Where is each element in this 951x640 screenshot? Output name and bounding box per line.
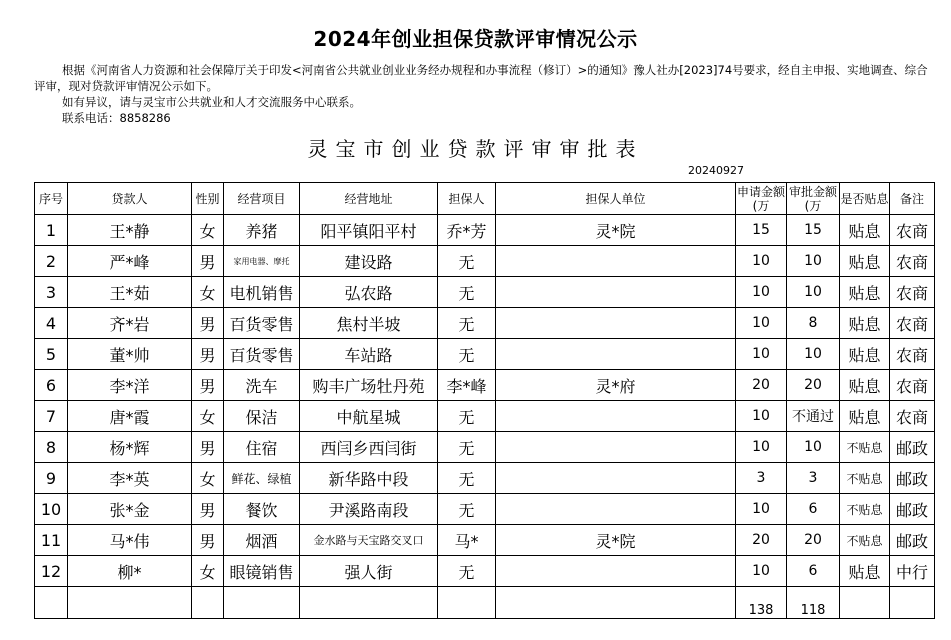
cell-approved-amount: 20 xyxy=(787,525,840,556)
table-row xyxy=(35,463,935,494)
cell-subsidy: 贴息 xyxy=(840,339,890,370)
header-approved-amount: 审批金额(万 xyxy=(787,183,840,215)
cell-project: 住宿 xyxy=(224,432,300,463)
cell-guarantor-unit xyxy=(496,494,736,525)
cell-applied-amount: 10 xyxy=(736,277,787,308)
cell-note: 农商 xyxy=(890,308,935,339)
cell-seq: 4 xyxy=(35,308,68,339)
cell-seq: 8 xyxy=(35,432,68,463)
cell-address: 强人街 xyxy=(300,556,438,587)
table-row xyxy=(35,432,935,463)
cell-project: 电机销售 xyxy=(224,277,300,308)
cell-seq: 10 xyxy=(35,494,68,525)
table-row xyxy=(35,215,935,246)
cell-address: 阳平镇阳平村 xyxy=(300,215,438,246)
cell-project: 洗车 xyxy=(224,370,300,401)
total-cell-empty xyxy=(300,587,438,619)
cell-applied-amount: 10 xyxy=(736,401,787,432)
header-guarantor-unit: 担保人单位 xyxy=(496,183,736,215)
total-cell-empty xyxy=(192,587,224,619)
cell-guarantor: 无 xyxy=(438,556,496,587)
cell-guarantor-unit xyxy=(496,463,736,494)
cell-seq: 1 xyxy=(35,215,68,246)
table-row xyxy=(35,246,935,277)
cell-guarantor: 乔*芳 xyxy=(438,215,496,246)
cell-borrower: 董*帅 xyxy=(68,339,192,370)
cell-guarantor-unit xyxy=(496,401,736,432)
header-address: 经营地址 xyxy=(300,183,438,215)
cell-project: 眼镜销售 xyxy=(224,556,300,587)
cell-seq: 7 xyxy=(35,401,68,432)
cell-approved-amount: 6 xyxy=(787,494,840,525)
cell-approved-amount: 8 xyxy=(787,308,840,339)
cell-note: 邮政 xyxy=(890,494,935,525)
cell-project: 养猪 xyxy=(224,215,300,246)
cell-gender: 男 xyxy=(192,370,224,401)
total-cell-empty xyxy=(35,587,68,619)
cell-applied-amount: 20 xyxy=(736,525,787,556)
table-row xyxy=(35,308,935,339)
cell-address: 新华路中段 xyxy=(300,463,438,494)
cell-subsidy: 不贴息 xyxy=(840,463,890,494)
cell-guarantor: 无 xyxy=(438,339,496,370)
cell-approved-amount: 20 xyxy=(787,370,840,401)
cell-approved-amount: 15 xyxy=(787,215,840,246)
table-date: 20240927 xyxy=(688,164,744,177)
cell-applied-amount: 10 xyxy=(736,556,787,587)
header-gender: 性别 xyxy=(192,183,224,215)
cell-gender: 女 xyxy=(192,215,224,246)
cell-note: 邮政 xyxy=(890,463,935,494)
total-cell-empty xyxy=(224,587,300,619)
cell-applied-amount: 20 xyxy=(736,370,787,401)
cell-guarantor-unit xyxy=(496,432,736,463)
cell-borrower: 王*茹 xyxy=(68,277,192,308)
cell-gender: 男 xyxy=(192,494,224,525)
cell-approved-amount: 10 xyxy=(787,432,840,463)
cell-gender: 男 xyxy=(192,432,224,463)
table-title: 灵宝市创业贷款评审审批表 xyxy=(307,137,644,161)
cell-approved-amount: 10 xyxy=(787,246,840,277)
cell-guarantor-unit: 灵*院 xyxy=(496,215,736,246)
cell-gender: 女 xyxy=(192,401,224,432)
cell-borrower: 唐*霞 xyxy=(68,401,192,432)
totals-row xyxy=(35,587,935,619)
table-row xyxy=(35,277,935,308)
cell-gender: 女 xyxy=(192,556,224,587)
cell-note: 农商 xyxy=(890,215,935,246)
cell-address: 中航星城 xyxy=(300,401,438,432)
cell-seq: 3 xyxy=(35,277,68,308)
cell-borrower: 齐*岩 xyxy=(68,308,192,339)
cell-subsidy: 贴息 xyxy=(840,308,890,339)
cell-applied-amount: 10 xyxy=(736,494,787,525)
cell-address: 焦村半坡 xyxy=(300,308,438,339)
cell-approved-amount: 10 xyxy=(787,277,840,308)
cell-gender: 男 xyxy=(192,339,224,370)
cell-seq: 9 xyxy=(35,463,68,494)
total-cell-empty xyxy=(890,587,935,619)
cell-guarantor-unit xyxy=(496,339,736,370)
cell-borrower: 杨*辉 xyxy=(68,432,192,463)
cell-address: 西闫乡西闫街 xyxy=(300,432,438,463)
table-row xyxy=(35,401,935,432)
table-row xyxy=(35,339,935,370)
table-header-row xyxy=(35,183,935,215)
cell-guarantor-unit xyxy=(496,277,736,308)
cell-guarantor: 无 xyxy=(438,401,496,432)
cell-guarantor-unit: 灵*院 xyxy=(496,525,736,556)
cell-subsidy: 贴息 xyxy=(840,246,890,277)
total-cell-empty xyxy=(438,587,496,619)
cell-approved-amount: 3 xyxy=(787,463,840,494)
header-guarantor: 担保人 xyxy=(438,183,496,215)
intro-text xyxy=(34,62,929,126)
cell-note: 邮政 xyxy=(890,432,935,463)
cell-applied-amount: 15 xyxy=(736,215,787,246)
page-title: 2024年创业担保贷款评审情况公示 xyxy=(313,27,638,51)
cell-project: 餐饮 xyxy=(224,494,300,525)
cell-address: 尹溪路南段 xyxy=(300,494,438,525)
cell-address: 建设路 xyxy=(300,246,438,277)
cell-gender: 男 xyxy=(192,525,224,556)
cell-subsidy: 不贴息 xyxy=(840,525,890,556)
loan-review-table xyxy=(34,182,935,619)
cell-borrower: 王*静 xyxy=(68,215,192,246)
cell-note: 农商 xyxy=(890,246,935,277)
cell-seq: 6 xyxy=(35,370,68,401)
cell-approved-amount: 不通过 xyxy=(787,401,840,432)
cell-address: 车站路 xyxy=(300,339,438,370)
cell-address: 购丰广场牡丹苑 xyxy=(300,370,438,401)
cell-guarantor: 无 xyxy=(438,494,496,525)
table-row xyxy=(35,525,935,556)
cell-applied-amount: 10 xyxy=(736,432,787,463)
cell-guarantor: 无 xyxy=(438,308,496,339)
cell-seq: 11 xyxy=(35,525,68,556)
cell-note: 邮政 xyxy=(890,525,935,556)
total-cell-empty xyxy=(496,587,736,619)
cell-guarantor: 马* xyxy=(438,525,496,556)
cell-applied-amount: 10 xyxy=(736,246,787,277)
cell-applied-amount: 3 xyxy=(736,463,787,494)
cell-guarantor-unit xyxy=(496,556,736,587)
cell-guarantor: 无 xyxy=(438,463,496,494)
cell-project: 百货零售 xyxy=(224,308,300,339)
cell-gender: 女 xyxy=(192,463,224,494)
cell-subsidy: 贴息 xyxy=(840,215,890,246)
cell-project: 百货零售 xyxy=(224,339,300,370)
header-seq: 序号 xyxy=(35,183,68,215)
cell-borrower: 李*英 xyxy=(68,463,192,494)
cell-borrower: 张*金 xyxy=(68,494,192,525)
cell-borrower: 李*洋 xyxy=(68,370,192,401)
cell-address: 金水路与天宝路交叉口 xyxy=(300,525,438,556)
intro-paragraph-objection: 如有异议，请与灵宝市公共就业和人才交流服务中心联系。 xyxy=(62,95,361,109)
cell-gender: 男 xyxy=(192,246,224,277)
cell-seq: 5 xyxy=(35,339,68,370)
contact-phone: 联系电话：8858286 xyxy=(62,111,171,125)
cell-subsidy: 贴息 xyxy=(840,277,890,308)
cell-guarantor: 李*峰 xyxy=(438,370,496,401)
cell-project: 家用电器、摩托 xyxy=(224,246,300,277)
cell-note: 农商 xyxy=(890,339,935,370)
cell-approved-amount: 10 xyxy=(787,339,840,370)
cell-project: 烟酒 xyxy=(224,525,300,556)
cell-seq: 2 xyxy=(35,246,68,277)
cell-note: 农商 xyxy=(890,370,935,401)
cell-subsidy: 贴息 xyxy=(840,401,890,432)
header-project: 经营项目 xyxy=(224,183,300,215)
intro-paragraph-basis: 根据《河南省人力资源和社会保障厅关于印发<河南省公共就业创业业务经办规程和办事流程（修订）>的通知》豫人社办[2023]74号要求，经自主申报、实地调查、综合评审，现对贷款评审情况公示如下。 xyxy=(34,63,928,93)
cell-subsidy: 贴息 xyxy=(840,370,890,401)
cell-note: 农商 xyxy=(890,277,935,308)
cell-borrower: 严*峰 xyxy=(68,246,192,277)
cell-address: 弘农路 xyxy=(300,277,438,308)
cell-guarantor: 无 xyxy=(438,246,496,277)
table-row xyxy=(35,370,935,401)
cell-borrower: 柳* xyxy=(68,556,192,587)
table-row xyxy=(35,556,935,587)
cell-gender: 女 xyxy=(192,277,224,308)
cell-approved-amount: 6 xyxy=(787,556,840,587)
cell-note: 中行 xyxy=(890,556,935,587)
cell-note: 农商 xyxy=(890,401,935,432)
cell-guarantor-unit xyxy=(496,246,736,277)
cell-guarantor: 无 xyxy=(438,277,496,308)
cell-subsidy: 贴息 xyxy=(840,556,890,587)
cell-project: 鲜花、绿植 xyxy=(224,463,300,494)
total-cell-empty xyxy=(68,587,192,619)
cell-guarantor: 无 xyxy=(438,432,496,463)
cell-applied-amount: 10 xyxy=(736,339,787,370)
total-approved: 118 xyxy=(787,587,840,619)
cell-borrower: 马*伟 xyxy=(68,525,192,556)
table-row xyxy=(35,494,935,525)
cell-seq: 12 xyxy=(35,556,68,587)
cell-subsidy: 不贴息 xyxy=(840,432,890,463)
total-cell-empty xyxy=(840,587,890,619)
total-applied: 138 xyxy=(736,587,787,619)
header-subsidy: 是否贴息 xyxy=(840,183,890,215)
cell-subsidy: 不贴息 xyxy=(840,494,890,525)
header-borrower: 贷款人 xyxy=(68,183,192,215)
cell-guarantor-unit: 灵*府 xyxy=(496,370,736,401)
cell-gender: 男 xyxy=(192,308,224,339)
cell-project: 保洁 xyxy=(224,401,300,432)
cell-applied-amount: 10 xyxy=(736,308,787,339)
cell-guarantor-unit xyxy=(496,308,736,339)
header-applied-amount: 申请金额(万 xyxy=(736,184,785,213)
header-note: 备注 xyxy=(890,183,935,215)
